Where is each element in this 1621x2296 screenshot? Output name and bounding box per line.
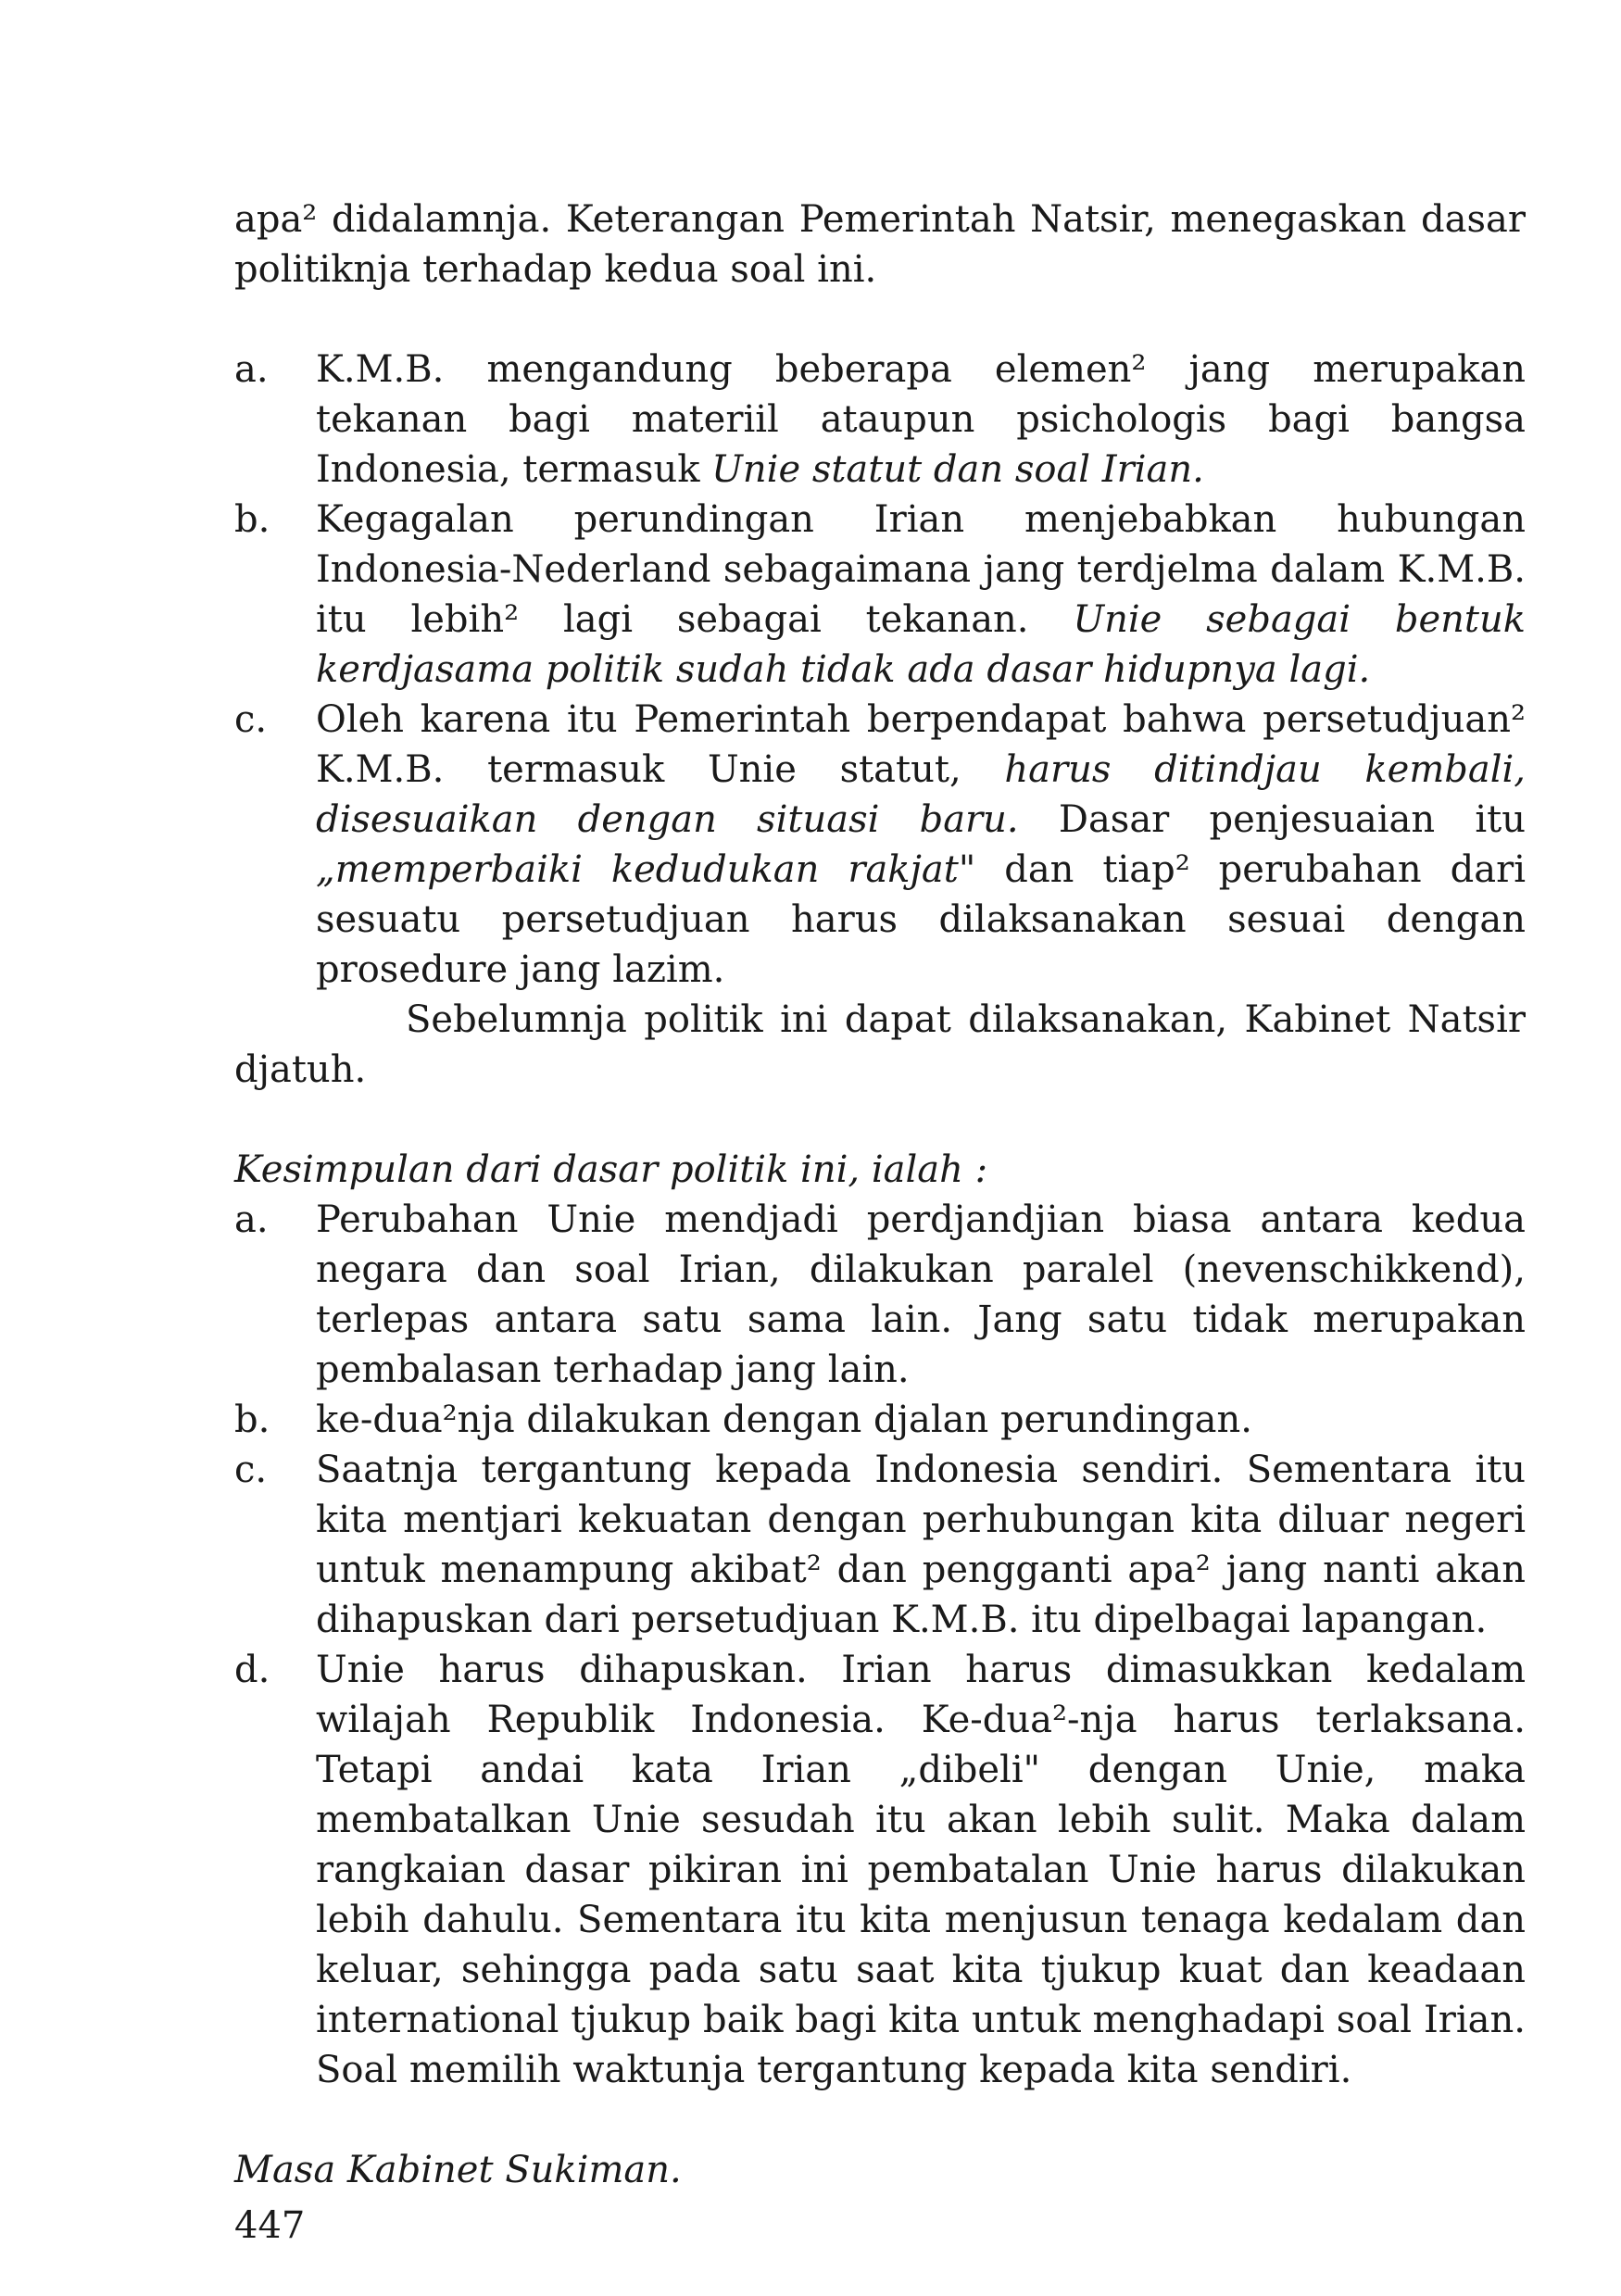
- intro-paragraph: apa² didalamnja. Keterangan Pemerintah Natsir, menegaskan dasar politiknja terhadap kedua soal ini.: [234, 198, 1526, 291]
- list-item-c: [234, 1445, 1526, 1645]
- item-text: Dasar penjesuaian itu: [1018, 798, 1526, 841]
- section-heading-sukiman: Masa Kabinet Sukiman.: [234, 2149, 682, 2191]
- list-item-text: [316, 495, 1526, 695]
- list-item-text: [316, 695, 1526, 995]
- list-marker: b.: [234, 1399, 270, 1441]
- list-item-a: [234, 1195, 1526, 1395]
- item-italic-text: „memperbaiki kedudukan rakjat: [316, 848, 959, 891]
- item-italic-text: Unie sebagai bentuk kerdjasama politik sudah tidak ada dasar hidupnya lagi.: [316, 598, 1526, 691]
- list-marker: c.: [234, 698, 268, 741]
- item-text: Kegagalan perundingan Irian menjebabkan hubungan Indonesia-Nederland sebagaimana jang terdjelma dalam K.M.B. itu lebih² lagi sebagai tekanan.: [316, 498, 1526, 641]
- conclusion-list: [234, 1195, 1526, 2095]
- item-text: K.M.B. mengandung beberapa elemen² jang merupakan tekanan bagi materiil ataupun psichologis bagi bangsa Indonesia, termasuk: [316, 348, 1526, 491]
- list-marker: c.: [234, 1449, 268, 1491]
- list-marker: b.: [234, 498, 270, 541]
- item-italic-text: harus ditindjau kembali, disesuaikan dengan situasi baru.: [316, 748, 1527, 841]
- list-item-text: ke-dua²nja dilakukan dengan djalan perundingan.: [316, 1399, 1252, 1441]
- spacer: [234, 2095, 1526, 2145]
- item-italic-text: Unie statut dan soal Irian.: [711, 448, 1204, 491]
- list-item-text: [316, 345, 1526, 495]
- section-heading-kesimpulan: Kesimpulan dari dasar politik ini, ialah :: [234, 1148, 988, 1191]
- item-text: Oleh karena itu Pemerintah berpendapat bahwa persetudjuan² K.M.B. termasuk Unie statut,: [316, 698, 1526, 791]
- list-item-text: Unie harus dihapuskan. Irian harus dimasukkan kedalam wilajah Republik Indonesia. Ke-dua²-nja harus terlaksana. Tetapi andai kata Irian „dibeli" dengan Unie, maka membatalkan Unie sesudah itu akan lebih sulit. Maka dalam rangkaian dasar pikiran ini pembatalan Unie harus dilakukan lebih dahulu. Sementara itu kita menjusun tenaga kedalam dan keluar, sehingga pada satu saat kita tjukup kuat dan keadaan international tjukup baik bagi kita untuk menghadapi soal Irian. Soal memilih waktunja tergantung kepada kita sendiri.: [316, 1649, 1526, 2091]
- list-item-b: [234, 1395, 1526, 1445]
- item-text: " dan tiap² perubahan dari sesuatu persetudjuan harus dilaksanakan sesuai dengan prosedure jang lazim.: [316, 848, 1526, 991]
- list-marker: a.: [234, 1198, 269, 1241]
- list-item-c: [234, 695, 1526, 995]
- list-marker: a.: [234, 348, 269, 391]
- list-item-b: [234, 495, 1526, 695]
- page-content: [234, 194, 1526, 2251]
- page-number: 447: [234, 2204, 306, 2247]
- policy-list: [234, 345, 1526, 995]
- list-item-d: [234, 1645, 1526, 2095]
- list-marker: d.: [234, 1649, 270, 1691]
- list-item-text: Saatnja tergantung kepada Indonesia sendiri. Sementara itu kita mentjari kekuatan dengan perhubungan kita diluar negeri untuk menampung akibat² dan pengganti apa² jang nanti akan dihapuskan dari persetudjuan K.M.B. itu dipelbagai lapangan.: [316, 1449, 1526, 1641]
- list-item-a: [234, 345, 1526, 495]
- list-item-text: Perubahan Unie mendjadi perdjandjian biasa antara kedua negara dan soal Irian, dilakukan paralel (nevenschikkend), terlepas antara satu sama lain. Jang satu tidak merupakan pembalasan terhadap jang lain.: [316, 1198, 1526, 1391]
- closing-paragraph: Sebelumnja politik ini dapat dilaksanakan, Kabinet Natsir djatuh.: [234, 998, 1526, 1091]
- spacer: [234, 1095, 1526, 1145]
